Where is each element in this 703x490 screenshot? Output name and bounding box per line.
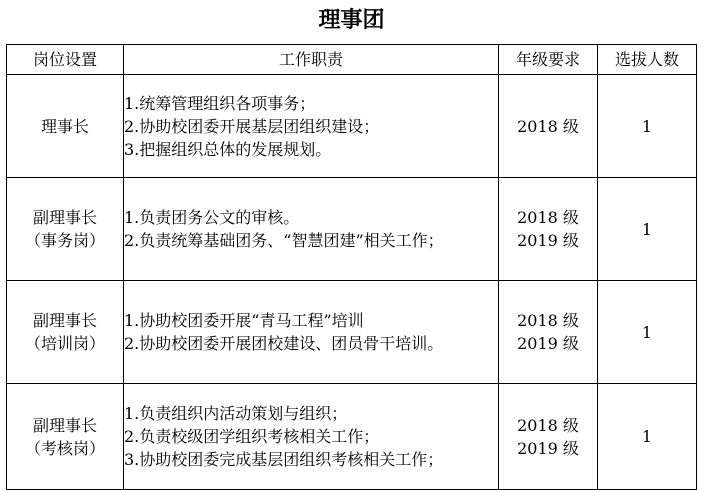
position-subtitle: （考核岗） bbox=[24, 438, 105, 458]
position-name: 理事长 bbox=[40, 116, 89, 136]
table-header-row bbox=[7, 45, 697, 75]
duty-item: 3.把握组织总体的发展规划。 bbox=[124, 139, 332, 159]
grade-value: 2018 级 bbox=[517, 311, 579, 330]
header-position: 岗位设置 bbox=[7, 45, 124, 75]
grade-value: 2018 级 bbox=[517, 116, 579, 136]
position-cell bbox=[7, 75, 124, 178]
duties-cell bbox=[124, 75, 499, 178]
count-cell: 1 bbox=[598, 75, 697, 178]
grade-value: 2019 级 bbox=[517, 231, 579, 250]
header-duties: 工作职责 bbox=[124, 45, 499, 75]
recruitment-table bbox=[6, 44, 697, 490]
duties-cell bbox=[124, 384, 499, 490]
grade-cell bbox=[499, 281, 598, 384]
header-grade: 年级要求 bbox=[499, 45, 598, 75]
position-name: 副理事长 bbox=[32, 208, 97, 227]
duty-item: 2.协助校团委开展基层团组织建设； bbox=[124, 116, 380, 136]
position-subtitle: （培训岗） bbox=[24, 334, 105, 353]
grade-value: 2019 级 bbox=[517, 438, 579, 458]
table-row bbox=[7, 384, 697, 490]
table-row bbox=[7, 281, 697, 384]
duty-item: 1.协助校团委开展“青马工程”培训 bbox=[124, 311, 364, 330]
count-cell: 1 bbox=[598, 178, 697, 281]
duty-item: 2.协助校团委开展团校建设、团员骨干培训。 bbox=[124, 334, 444, 353]
grade-cell bbox=[499, 75, 598, 178]
duties-cell bbox=[124, 281, 499, 384]
page-title: 理事团 bbox=[318, 8, 385, 33]
position-cell bbox=[7, 384, 124, 490]
duty-item: 1.负责团务公文的审核。 bbox=[124, 208, 300, 227]
grade-cell bbox=[499, 384, 598, 490]
table-row bbox=[7, 75, 697, 178]
position-subtitle: （事务岗） bbox=[24, 231, 105, 250]
position-name: 副理事长 bbox=[32, 415, 97, 435]
duty-item: 2.负责统筹基础团务、“智慧团建”相关工作； bbox=[124, 231, 444, 250]
duty-item: 1.负责组织内活动策划与组织； bbox=[124, 404, 348, 423]
grade-value: 2018 级 bbox=[517, 415, 579, 435]
position-cell bbox=[7, 178, 124, 281]
table-row bbox=[7, 178, 697, 281]
grade-cell bbox=[499, 178, 598, 281]
count-cell: 1 bbox=[598, 281, 697, 384]
position-name: 副理事长 bbox=[32, 311, 97, 330]
duty-item: 2.负责校级团学组织考核相关工作； bbox=[124, 427, 380, 446]
grade-value: 2018 级 bbox=[517, 208, 579, 227]
header-count: 选拔人数 bbox=[598, 45, 697, 75]
duty-item: 1.统筹管理组织各项事务； bbox=[124, 93, 316, 113]
count-cell: 1 bbox=[598, 384, 697, 490]
position-cell bbox=[7, 281, 124, 384]
duty-item: 3.协助校团委完成基层团组织考核相关工作； bbox=[124, 450, 444, 469]
grade-value: 2019 级 bbox=[517, 334, 579, 353]
duties-cell bbox=[124, 178, 499, 281]
